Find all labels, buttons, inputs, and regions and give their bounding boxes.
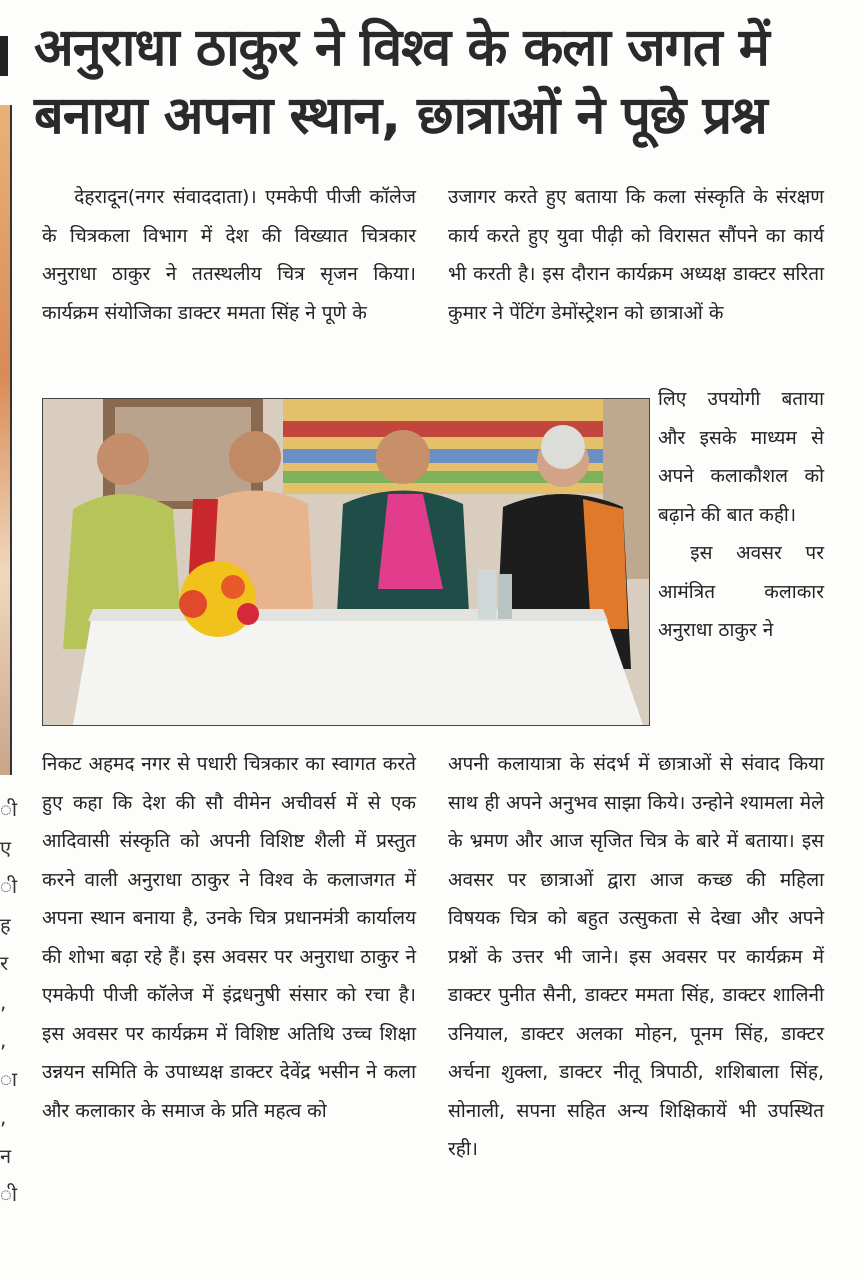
fragment-char: , (0, 1028, 7, 1052)
article-column-beside-photo (658, 380, 824, 650)
fragment-char: , (0, 989, 7, 1014)
fragment-char: ी (0, 874, 18, 898)
fragment-char: ी (0, 1182, 18, 1206)
article-column-2-top (448, 178, 824, 332)
article-paragraph: निकट अहमद नगर से पधारी चित्रकार का स्वागत करते हुए कहा कि देश की सौ वीमेन अचीवर्स में से एक आदिवासी संस्कृति को अपनी विशिष्ट शैली में प्रस्तुत करने वाली अनुराधा ठाकुर ने विश्व के कलाजगत में अपना स्थान बनाया है, उनके चित्र प्रधानमंत्री कार्यालय की शोभा बढ़ा रहे हैं। इस अवसर पर अनुराधा ठाकुर ने एमकेपी पीजी कॉलेज में इंद्रधनुषी संसार को रचा है। इस अवसर पर कार्यक्रम में विशिष्ट अतिथि उच्च शिक्षा उन्नयन समिति के उपाध्यक्ष डाक्टर देवेंद्र भसीन ने कला और कलाकार के समाज के प्रति महत्व को (42, 753, 416, 1122)
fragment-char: ए (0, 835, 12, 860)
article-column-2-bottom (448, 745, 824, 1169)
person-hair (541, 425, 585, 469)
fragment-char: ा (0, 1066, 18, 1091)
article-headline (34, 14, 834, 150)
headline-line-2: बनाया अपना स्थान, छात्राओं ने पूछे प्रश्न (34, 86, 767, 146)
flower (237, 603, 259, 625)
fragment-char: र (0, 951, 9, 975)
fragment-char: न (0, 1143, 12, 1168)
fragment-photo-edge (0, 105, 12, 775)
flower (179, 590, 207, 618)
adjacent-article-fragment (0, 0, 18, 1280)
fragment-char: ी (0, 797, 18, 821)
photo-bottle (498, 574, 512, 619)
table-cloth (73, 609, 643, 725)
photo-bottle (478, 569, 496, 619)
person-head (376, 430, 430, 484)
fragment-char: ह (0, 912, 11, 937)
event-photo (42, 398, 650, 726)
article-paragraph: अपनी कलायात्रा के संदर्भ में छात्राओं से संवाद किया साथ ही अपने अनुभव साझा किये। उन्होने श्यामला मेले के भ्रमण और आज सृजित चित्र के बारे में बताया। इस अवसर पर छात्राओं द्वारा आज कच्छ की महिला विषयक चित्र को बहुत उत्सुकता से देखा और अपने प्रश्नों के उत्तर भी जाने। इस अवसर पर कार्यक्रम में डाक्टर पुनीत सैनी, डाक्टर ममता सिंह, डाक्टर शालिनी उनियाल, डाक्टर अलका मोहन, पूनम सिंह, डाक्टर अर्चना शुक्ला, डाक्टर नीतू त्रिपाठी, शशिबाला सिंह, सोनाली, सपना सहित अन्य शिक्षिकायें भी उपस्थित रही। (448, 753, 824, 1160)
article-paragraph: लिए उपयोगी बताया और इसके माध्यम से अपने कलाकौशल को बढ़ाने की बात कही। (658, 388, 824, 526)
flower (221, 575, 245, 599)
person-head (97, 433, 149, 485)
fragment-text (0, 790, 18, 1214)
table-cloth-fold (88, 609, 608, 621)
article-paragraph: इस अवसर पर आमंत्रित कलाकार अनुराधा ठाकुर ने (658, 542, 824, 641)
article-column-1-top (42, 178, 416, 332)
person-head (229, 431, 281, 483)
article-paragraph: उजागर करते हुए बताया कि कला संस्कृति के संरक्षण कार्य करते हुए युवा पीढ़ी को विरासत सौंपने का कार्य भी करती है। इस दौरान कार्यक्रम अध्यक्ष डाक्टर सरिता कुमार ने पेंटिंग डेमोंस्ट्रेशन को छात्राओं के (448, 186, 824, 324)
fragment-char: , (0, 1105, 7, 1129)
fragment-headline-bar (0, 36, 8, 76)
article-paragraph: देहरादून(नगर संवाददाता)। एमकेपी पीजी कॉलेज के चित्रकला विभाग में देश की विख्यात चित्रकार अनुराधा ठाकुर ने ततस्थलीय चित्र सृजन किया। कार्यक्रम संयोजिका डाक्टर ममता सिंह ने पूणे के (42, 186, 416, 324)
headline-line-1: अनुराधा ठाकुर ने विश्व के कला जगत में (34, 18, 769, 78)
group-photo-icon (43, 399, 649, 725)
article-column-1-bottom (42, 745, 416, 1130)
